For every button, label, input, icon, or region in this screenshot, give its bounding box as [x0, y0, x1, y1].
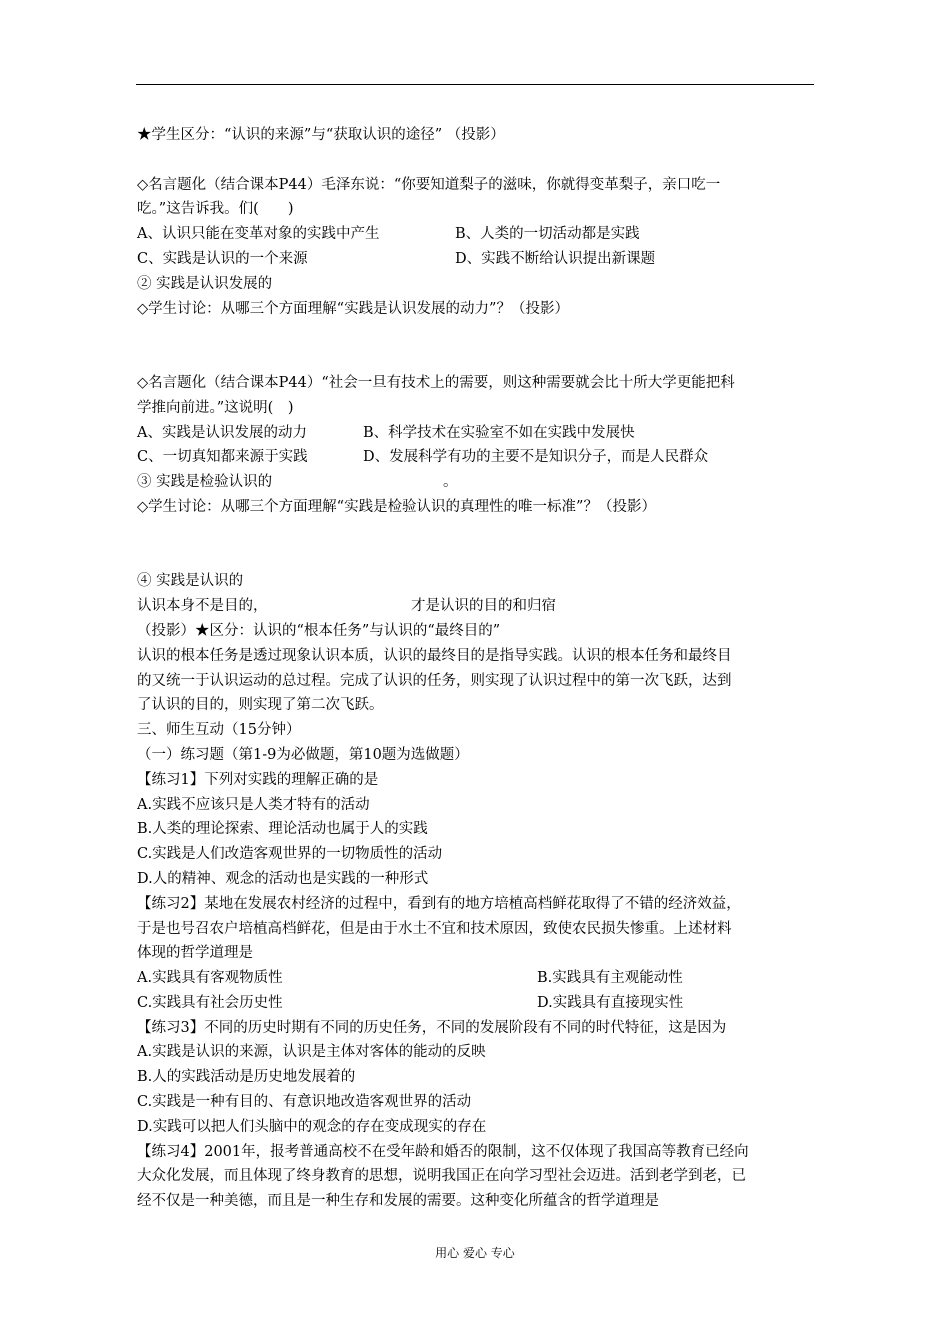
text-line: 了认识的目的，则实现了第二次飞跃。	[137, 697, 384, 714]
option-a: A、认识只能在变革对象的实践中产生	[137, 226, 380, 243]
option-d: D、实践不断给认识提出新课题	[455, 250, 656, 267]
text-line: 吃。”这告诉我。们( )	[137, 201, 294, 218]
option-row	[137, 222, 817, 247]
option-b: B、科学技术在实验室不如在实践中发展快	[363, 424, 635, 441]
text-line: ② 实践是认识发展的	[137, 275, 273, 292]
text-line: 体现的哲学道理是	[137, 945, 253, 962]
option-a: A.实践是认识的来源，认识是主体对客体的能动的反映	[137, 1044, 486, 1061]
text-line	[137, 594, 817, 619]
text-line: ★学生区分：“认识的来源”与“获取认识的途径” （投影）	[137, 127, 505, 143]
question-1: 【练习1】下列对实践的理解正确的是	[137, 771, 379, 788]
option-a: A、实践是认识发展的动力	[137, 424, 307, 441]
option-c: C.实践具有社会历史性	[137, 994, 283, 1011]
section-heading: 三、师生互动（15分钟）	[137, 722, 301, 739]
option-d: D.人的精神、观念的活动也是实践的一种形式	[137, 870, 429, 887]
option-c: C.实践是人们改造客观世界的一切物质性的活动	[137, 846, 443, 863]
text-line: ◇学生讨论：从哪三个方面理解“实践是检验认识的真理性的唯一标准”？（投影）	[137, 498, 656, 515]
text-line: 大众化发展，而且体现了终身教育的思想，说明我国正在向学习型社会迈进。活到老学到老，已	[137, 1168, 746, 1185]
text-line: 于是也号召农户培植高档鲜花，但是由于水土不宜和技术原因，致使农民损失惨重。上述材料	[137, 920, 732, 937]
header-rule	[136, 84, 814, 85]
question-3: 【练习3】不同的历史时期有不同的历史任务，不同的发展阶段有不同的时代特征，这是因为	[137, 1019, 727, 1036]
option-c: C.实践是一种有目的、有意识地改造客观世界的活动	[137, 1094, 472, 1111]
option-row	[137, 966, 817, 991]
option-b: B.人类的理论探索、理论活动也属于人的实践	[137, 821, 428, 838]
text-line: 的又统一于认识运动的总过程。完成了认识的任务，则实现了认识过程中的第一次飞跃，达到	[137, 672, 732, 689]
text-line: 经不仅是一种美德，而且是一种生存和发展的需要。这种变化所蕴含的哲学道理是	[137, 1193, 659, 1210]
subsection-heading: （一）练习题（第1-9为必做题，第10题为选做题）	[137, 746, 469, 763]
option-row	[137, 445, 817, 470]
option-c: C、一切真知都来源于实践	[137, 449, 308, 466]
page-footer: 用心 爱心 专心	[435, 1246, 515, 1260]
option-c: C、实践是认识的一个来源	[137, 250, 308, 267]
option-b: B.实践具有主观能动性	[537, 970, 683, 987]
text-line	[137, 470, 817, 495]
option-d: D.实践具有直接现实性	[537, 994, 684, 1011]
text-line: 学推向前进。”这说明( )	[137, 399, 294, 416]
text-line: ◇名言题化（结合课本P44）毛泽东说：“你要知道梨子的滋味，你就得变革梨子，亲口吃一	[137, 176, 721, 193]
option-d: D、发展科学有功的主要不是知识分子，而是人民群众	[363, 449, 709, 466]
question-2: 【练习2】某地在发展农村经济的过程中，看到有的地方培植高档鲜花取得了不错的经济效益，	[137, 895, 741, 912]
option-a: A.实践具有客观物质性	[137, 970, 283, 987]
fill-blank-text: ③ 实践是检验认识的	[137, 474, 273, 491]
text-line: （投影）★区分：认识的“根本任务”与认识的“最终目的”	[137, 622, 501, 639]
option-b: B、人类的一切活动都是实践	[455, 226, 640, 243]
option-d: D.实践可以把人们头脑中的观念的存在变成现实的存在	[137, 1118, 487, 1135]
question-4: 【练习4】2001年，报考普通高校不在受年龄和婚否的限制，这不仅体现了我国高等教育已经向	[137, 1143, 749, 1160]
option-a: A.实践不应该只是人类才特有的活动	[137, 796, 370, 813]
option-row	[137, 991, 817, 1016]
text-line: 认识的根本任务是透过现象认识本质，认识的最终目的是指导实践。认识的根本任务和最终目	[137, 647, 732, 664]
option-row	[137, 247, 817, 272]
text-line: ◇名言题化（结合课本P44）“社会一旦有技术上的需要，则这种需要就会比十所大学更能把科	[137, 374, 735, 391]
document-body	[137, 123, 817, 1214]
text-line: ◇学生讨论：从哪三个方面理解“实践是认识发展的动力”？（投影）	[137, 300, 569, 317]
text-line: ④ 实践是认识的	[137, 573, 244, 590]
option-b: B.人的实践活动是历史地发展着的	[137, 1069, 356, 1086]
fill-blank-end: 才是认识的目的和归宿	[411, 598, 556, 615]
option-row	[137, 421, 817, 446]
fill-blank-text: 认识本身不是目的，	[137, 598, 268, 615]
fill-blank-end: 。	[443, 474, 458, 491]
